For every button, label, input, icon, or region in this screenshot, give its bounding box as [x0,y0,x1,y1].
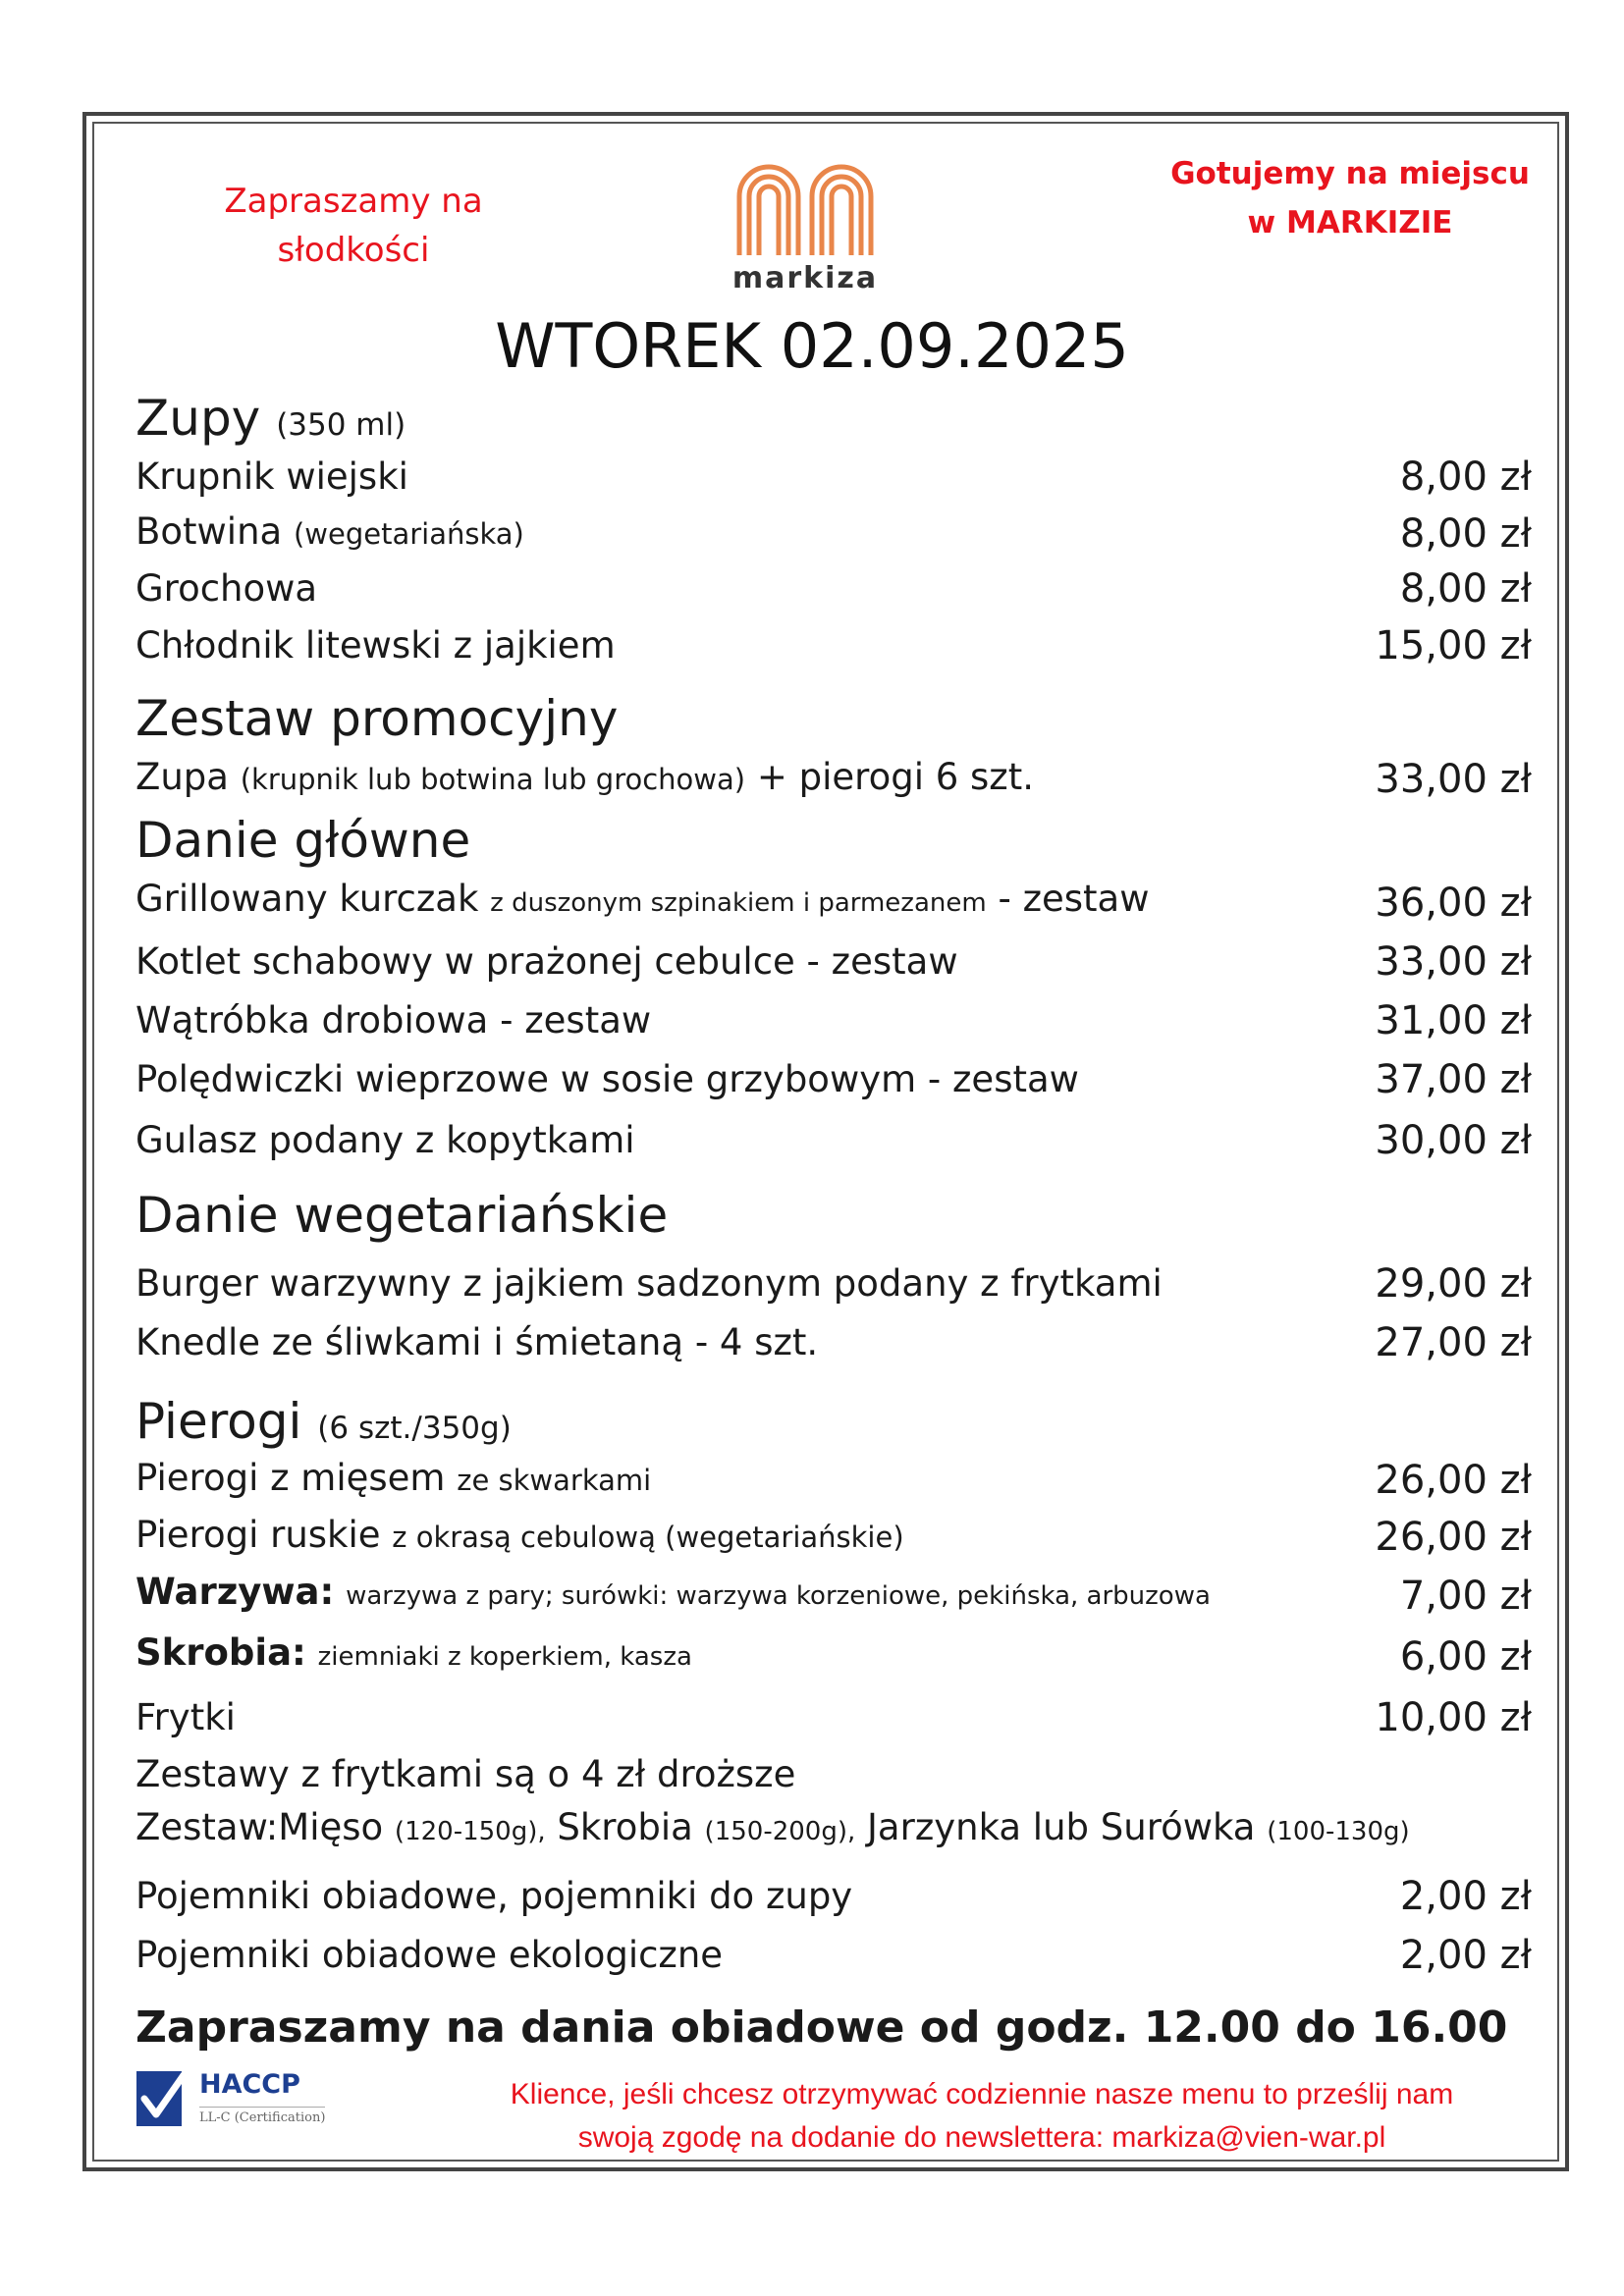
opening-hours-text: Zapraszamy na dania obiadowe od godz. 12.00 do 16.00 [135,2002,1508,2053]
frytki-note-text: Zestawy z frytkami są o 4 zł droższe [135,1753,796,1795]
frytki-note [135,1747,1532,1802]
item-price: 2,00 zł [1399,1874,1532,1919]
newsletter-line1: Klience, jeśli chcesz otrzymywać codziennie nasze menu to prześlij nam [510,2078,1454,2110]
sweets-invitation [196,177,511,275]
item-detail: z okrasą cebulową (wegetariańskie) [392,1521,904,1554]
item-name: Zupa [135,756,229,798]
item-name: Pierogi ruskie [135,1514,381,1556]
cooking-on-site-note [1159,149,1542,247]
sweets-invitation-line2: słodkości [277,231,430,270]
item-suffix: - zestaw [998,878,1150,920]
newsletter-note [393,2073,1571,2160]
item-detail: warzywa z pary; surówki: warzywa korzeniowe, pekińska, arbuzowa [346,1581,1211,1611]
menu-item [135,934,1532,989]
cooking-note-line2: w MARKIZIE [1247,205,1453,240]
section-title: Zestaw promocyjny [135,690,619,747]
section-zupy [135,389,406,454]
zestaw-jarzynka-weight: (100-130g) [1267,1817,1410,1846]
item-name: Kotlet schabowy w prażonej cebulce - zestaw [135,940,958,983]
haccp-badge [135,2069,341,2132]
zestaw-skrobia-weight: (150-200g), [704,1817,856,1846]
haccp-subtitle: LL-C (Certification) [199,2107,325,2125]
item-name: Grillowany kurczak [135,878,479,920]
logo-text: markiza [731,261,879,295]
menu-item [135,450,1532,505]
item-price: 10,00 zł [1375,1695,1532,1740]
item-name: Skrobia: [135,1631,306,1674]
item-price: 33,00 zł [1375,757,1532,802]
menu-item [135,1052,1532,1107]
haccp-title: HACCP [199,2069,300,2100]
item-detail: (krupnik lub botwina lub grochowa) [240,763,746,796]
item-name: Warzywa: [135,1571,335,1613]
item-price: 30,00 zł [1375,1118,1532,1163]
item-price: 29,00 zł [1375,1261,1532,1307]
section-wegetarianskie [135,1186,668,1245]
menu-item [135,1315,1532,1370]
item-price: 27,00 zł [1375,1320,1532,1365]
zestaw-jarzynka: Jarzynka lub Surówka [867,1806,1256,1848]
item-detail: (wegetariańska) [293,517,524,551]
item-suffix: + pierogi 6 szt. [756,756,1034,798]
day-title: WTOREK 02.09.2025 [495,310,1129,382]
zestaw-mieso-weight: (120-150g), [394,1817,546,1846]
sweets-invitation-line1: Zapraszamy na [224,182,483,221]
menu-item [135,1453,1532,1508]
item-price: 8,00 zł [1399,454,1532,500]
item-name-wrap [135,1571,1211,1618]
item-name: Gulasz podany z kopytkami [135,1119,635,1161]
item-name: Grochowa [135,567,318,610]
item-name: Pierogi z mięsem [135,1457,446,1499]
menu-item [135,507,1532,561]
item-detail: ziemniaki z koperkiem, kasza [317,1642,692,1672]
item-price: 2,00 zł [1399,1933,1532,1978]
section-title: Danie wegetariańskie [135,1187,669,1244]
menu-item-pojemniki-eko [135,1928,1532,1983]
menu-item-frytki [135,1690,1532,1745]
item-name-wrap [135,1631,692,1679]
item-price: 31,00 zł [1375,998,1532,1043]
item-name: Knedle ze śliwkami i śmietaną - 4 szt. [135,1321,819,1363]
item-price: 33,00 zł [1375,939,1532,985]
item-name: Polędwiczki wieprzowe w sosie grzybowym - zestaw [135,1058,1079,1100]
menu-item [135,993,1532,1048]
section-pierogi [135,1392,512,1458]
menu-item [135,752,1532,807]
section-note: (6 szt./350g) [317,1411,512,1446]
opening-hours [135,1995,1532,2056]
menu-item-warzywa [135,1569,1532,1624]
item-price: 15,00 zł [1375,623,1532,668]
zestaw-composition [135,1804,1532,1859]
item-price: 26,00 zł [1375,1515,1532,1560]
markiza-logo-icon [731,157,879,259]
item-name: Pojemniki obiadowe, pojemniki do zupy [135,1875,853,1917]
menu-item [135,1510,1532,1565]
menu-item-skrobia [135,1629,1532,1684]
menu-item-pojemniki [135,1869,1532,1924]
menu-item [135,876,1532,931]
item-price: 8,00 zł [1399,511,1532,557]
item-price: 37,00 zł [1375,1057,1532,1102]
item-price: 6,00 zł [1399,1634,1532,1680]
item-name: Wątróbka drobiowa - zestaw [135,999,652,1041]
menu-item [135,561,1532,616]
cooking-note-line1: Gotujemy na miejscu [1170,156,1530,191]
menu-item [135,1113,1532,1168]
section-title: Danie główne [135,812,471,869]
item-name: Burger warzywny z jajkiem sadzonym podany z frytkami [135,1262,1163,1305]
section-zestaw [135,689,618,748]
item-price: 8,00 zł [1399,566,1532,612]
item-name-wrap [135,756,1034,801]
item-name-wrap [135,510,524,556]
item-name: Frytki [135,1696,236,1738]
zestaw-skrobia: Skrobia [557,1806,693,1848]
item-price: 36,00 zł [1375,881,1532,926]
menu-item [135,1256,1532,1311]
item-detail: ze skwarkami [457,1464,652,1497]
menu-item [135,618,1532,673]
item-name-wrap [135,878,1149,925]
markiza-logo [727,157,884,304]
zestaw-label: Zestaw:Mięso [135,1806,384,1848]
item-name: Krupnik wiejski [135,455,408,498]
item-name: Pojemniki obiadowe ekologiczne [135,1934,724,1976]
item-name: Botwina [135,510,283,553]
item-name-wrap [135,1457,651,1502]
section-title: Pierogi [135,1393,302,1450]
section-danie-glowne [135,811,470,870]
item-price: 26,00 zł [1375,1458,1532,1503]
section-title: Zupy [135,390,261,447]
zestaw-composition-wrap [135,1806,1410,1853]
item-detail: z duszonym szpinakiem i parmezanem [490,888,987,918]
item-name-wrap [135,1514,904,1559]
haccp-check-icon [135,2069,189,2132]
section-note: (350 ml) [276,407,406,443]
newsletter-line2: swoją zgodę na dodanie do newslettera: markiza@vien-war.pl [577,2121,1386,2154]
item-price: 7,00 zł [1399,1574,1532,1619]
item-name: Chłodnik litewski z jajkiem [135,624,616,667]
